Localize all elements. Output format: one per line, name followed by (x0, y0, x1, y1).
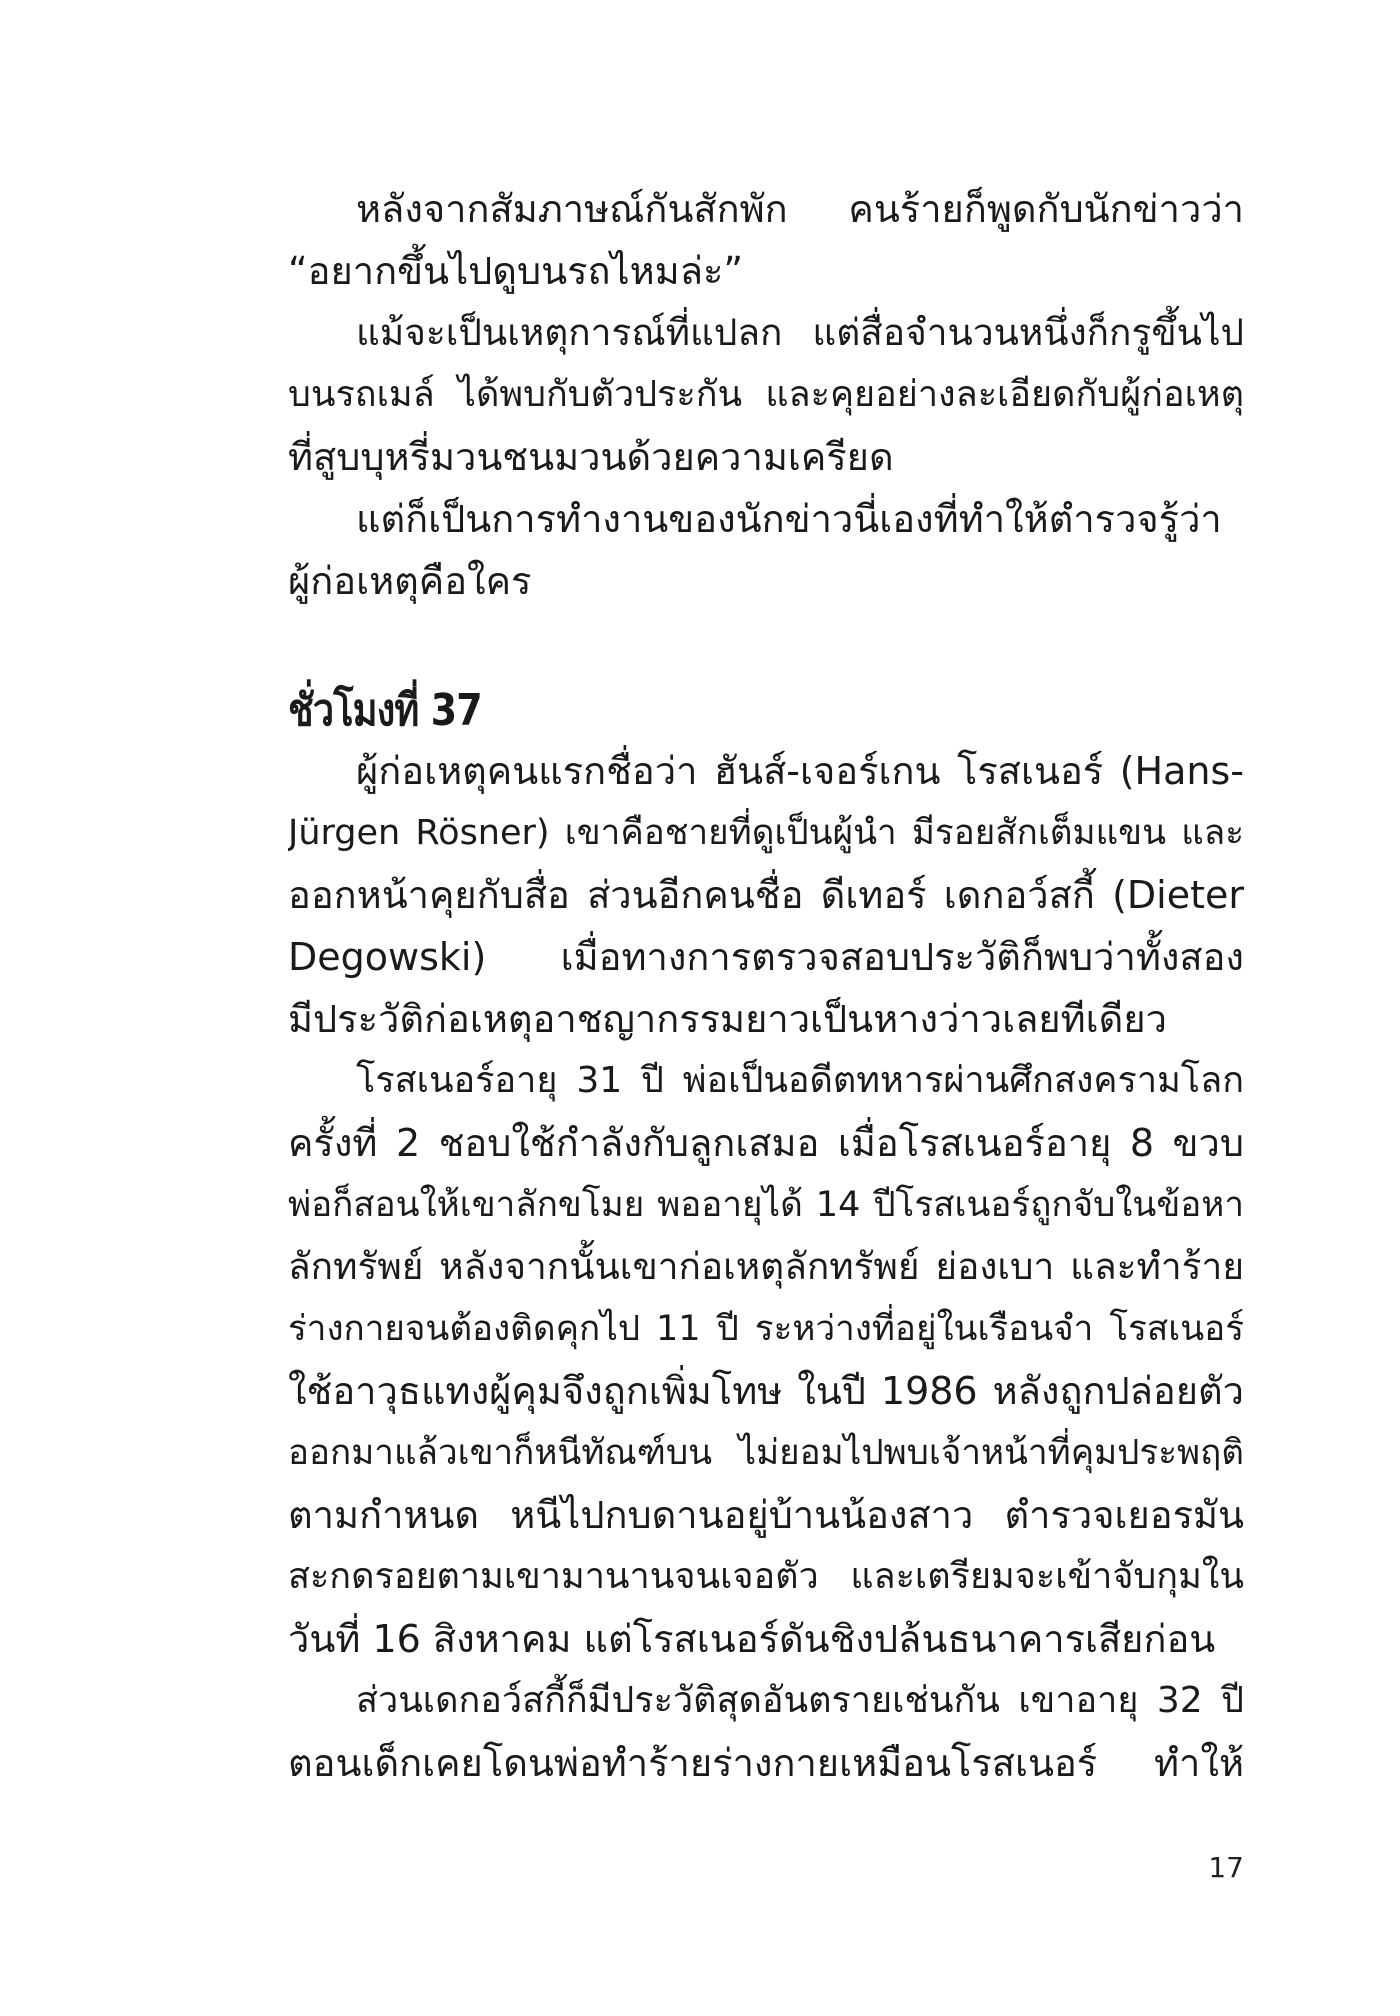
paragraph-line: “อยากขึ้นไปดูบนรถไหมล่ะ” (288, 249, 744, 293)
paragraph-line: ออกหน้าคุยกับสื่อ ส่วนอีกคนชื่อ ดีเทอร์ เดกอว์สกี้ (Dieter (288, 873, 1244, 917)
paragraph-line: ใช้อาวุธแทงผู้คุมจึงถูกเพิ่มโทษ ในปี 1986 หลังถูกปล่อยตัว (288, 1369, 1244, 1413)
paragraph-line: วันที่ 16 สิงหาคม แต่โรสเนอร์ดันชิงปล้นธนาคารเสียก่อน (288, 1617, 1216, 1661)
paragraph-line: ออกมาแล้วเขาก็หนีทัณฑ์บน ไม่ยอมไปพบเจ้าหน้าที่คุมประพฤติ (288, 1433, 1244, 1473)
paragraph-line: ผู้ก่อเหตุคนแรกชื่อว่า ฮันส์-เจอร์เกน โรสเนอร์ (Hans- (356, 749, 1244, 793)
paragraph-line: พ่อก็สอนให้เขาลักขโมย พออายุได้ 14 ปีโรสเนอร์ถูกจับในข้อหา (288, 1185, 1244, 1225)
paragraph-line: ที่สูบบุหรี่มวนชนมวนด้วยความเครียด (288, 435, 894, 479)
paragraph-line: แม้จะเป็นเหตุการณ์ที่แปลก แต่สื่อจำนวนหนึ่งก็กรูขึ้นไป (356, 311, 1244, 354)
paragraph-line: ตามกำหนด หนีไปกบดานอยู่บ้านน้องสาว ตำรวจเยอรมัน (288, 1493, 1244, 1537)
paragraph-line: Jürgen Rösner) เขาคือชายที่ดูเป็นผู้นำ มีรอยสักเต็มแขน และ (288, 813, 1244, 853)
paragraph-line: บนรถเมล์ ได้พบกับตัวประกัน และคุยอย่างละเอียดกับผู้ก่อเหตุ (288, 374, 1244, 415)
paragraph-line: หลังจากสัมภาษณ์กันสักพัก คนร้ายก็พูดกับนักข่าวว่า (356, 187, 1244, 231)
page-number: 17 (1208, 1851, 1244, 1884)
paragraph-line: โรสเนอร์อายุ 31 ปี พ่อเป็นอดีตทหารผ่านศึกสงครามโลก (356, 1060, 1244, 1101)
paragraph-line: ร่างกายจนต้องติดคุกไป 11 ปี ระหว่างที่อยู่ในเรือนจำ โรสเนอร์ (288, 1309, 1244, 1349)
paragraph-line: ผู้ก่อเหตุคือใคร (288, 559, 532, 603)
section-heading: ชั่วโมงที่ 37 (288, 685, 482, 736)
paragraph-line: ลักทรัพย์ หลังจากนั้นเขาก่อเหตุลักทรัพย์ ย่องเบา และทำร้าย (288, 1245, 1244, 1288)
paragraph-line: มีประวัติก่อเหตุอาชญากรรมยาวเป็นหางว่าวเลยทีเดียว (288, 997, 1167, 1041)
paragraph-line: ครั้งที่ 2 ชอบใช้กำลังกับลูกเสมอ เมื่อโรสเนอร์อายุ 8 ขวบ (288, 1121, 1244, 1165)
paragraph-line: ส่วนเดกอว์สกี้ก็มีประวัติสุดอันตรายเช่นกัน เขาอายุ 32 ปี (356, 1680, 1244, 1721)
paragraph-line: Degowski) เมื่อทางการตรวจสอบประวัติก็พบว่าทั้งสอง (288, 935, 1244, 979)
paragraph-line: ตอนเด็กเคยโดนพ่อทำร้ายร่างกายเหมือนโรสเนอร์ ทำให้ (288, 1741, 1244, 1785)
body-text-section-2 (288, 740, 1244, 1794)
body-text-section-1 (288, 178, 1244, 612)
paragraph-line: สะกดรอยตามเขามานานจนเจอตัว และเตรียมจะเข้าจับกุมใน (288, 1556, 1244, 1597)
paragraph-line: แต่ก็เป็นการทำงานของนักข่าวนี่เองที่ทำให้ตำรวจรู้ว่า (356, 497, 1222, 541)
